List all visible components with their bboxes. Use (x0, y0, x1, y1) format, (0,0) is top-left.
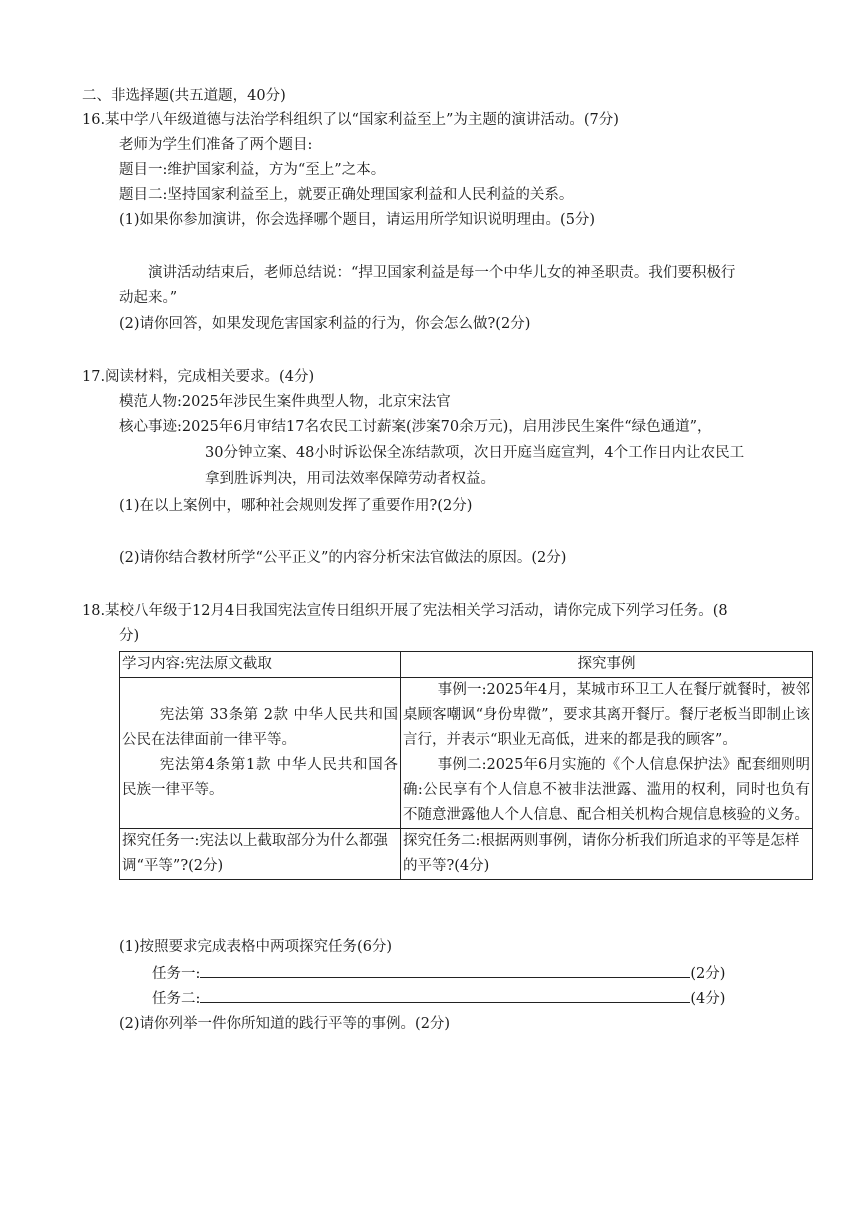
inquiry-table (119, 651, 813, 880)
q17-core-line-1: 核心事迹:2025年6月审结17名农民工讨薪案(涉案70余万元)，启用涉民生案件“绿色通道”， (119, 419, 712, 435)
q17-core-line-2: 30分钟立案、48小时诉讼保全冻结款项，次日开庭当庭宣判，4个工作日内让农民工 (205, 445, 745, 461)
q18-title-line-1: 18.某校八年级于12月4日我国宪法宣传日组织开展了宪法相关学习活动，请你完成下列学习任务。(8 (82, 603, 728, 619)
q17-sub-question-2: (2)请你结合教材所学“公平正义”的内容分析宋法官做法的原因。(2分) (119, 550, 567, 566)
table-row (120, 829, 813, 880)
q16-topic-1: 题目一:维护国家利益，方为“至上”之本。 (119, 162, 386, 178)
table-row (120, 678, 813, 829)
q16-title: 16.某中学八年级道德与法治学科组织了以“国家利益至上”为主题的演讲活动。(7分) (82, 112, 619, 128)
constitution-article-33: 宪法第 33条第 2款 中华人民共和国公民在法律面前一律平等。 (122, 707, 398, 748)
table-header-left: 学习内容:宪法原文截取 (120, 652, 401, 678)
q17-title: 17.阅读材料，完成相关要求。(4分) (82, 369, 315, 385)
case-two: 事例二:2025年6月实施的《个人信息保护法》配套细则明确:公民享有个人信息不被非法泄露、滥用的权利，同时也负有不随意泄露他人个人信息、配合相关机构合规信息核验的义务。 (403, 757, 810, 823)
q16-topic-2: 题目二:坚持国家利益至上，就要正确处理国家利益和人民利益的关系。 (119, 187, 574, 203)
q18-sub-question-2: (2)请你列举一件你所知道的践行平等的事例。(2分) (119, 1016, 451, 1032)
table-header-right: 探究事例 (401, 652, 813, 678)
constitution-article-4: 宪法第4条第1款 中华人民共和国各民族一律平等。 (122, 757, 398, 798)
task2-score: (4分) (690, 991, 726, 1007)
q16-summary-line-2: 动起来。” (119, 290, 178, 306)
q17-core-line-3: 拿到胜诉判决，用司法效率保障劳动者权益。 (205, 471, 495, 487)
q18-sub-question-1: (1)按照要求完成表格中两项探究任务(6分) (119, 939, 393, 955)
q17-model-person: 模范人物:2025年涉民生案件典型人物，北京宋法官 (119, 394, 451, 410)
constitution-excerpt-cell (120, 678, 401, 829)
cases-cell (401, 678, 813, 829)
q18-title-line-2: 分) (119, 628, 140, 644)
task1-answer-blank[interactable] (200, 963, 690, 978)
task1-score: (2分) (690, 966, 726, 982)
q16-intro: 老师为学生们准备了两个题目: (119, 137, 313, 153)
section-header: 二、非选择题(共五道题，40分) (82, 88, 286, 104)
q16-sub-question-1: (1)如果你参加演讲，你会选择哪个题目，请运用所学知识说明理由。(5分) (119, 212, 596, 228)
task1-label: 任务一: (152, 966, 201, 982)
inquiry-task-2: 探究任务二:根据两则事例，请你分析我们所追求的平等是怎样的平等?(4分) (401, 829, 813, 880)
q16-summary-line-1: 演讲活动结束后，老师总结说：“捍卫国家利益是每一个中华儿女的神圣职责。我们要积极行 (148, 265, 736, 281)
table-row (120, 652, 813, 678)
task2-answer-row (152, 988, 725, 1009)
q16-sub-question-2: (2)请你回答，如果发现危害国家利益的行为，你会怎么做?(2分) (119, 316, 531, 332)
q17-sub-question-1: (1)在以上案例中，哪种社会规则发挥了重要作用?(2分) (119, 498, 473, 514)
task2-label: 任务二: (152, 991, 201, 1007)
case-one: 事例一:2025年4月，某城市环卫工人在餐厅就餐时，被邻桌顾客嘲讽“身份卑微”，要求其离开餐厅。餐厅老板当即制止该言行，并表示“职业无高低，进来的都是我的顾客”。 (403, 682, 810, 748)
task2-answer-blank[interactable] (200, 988, 690, 1003)
inquiry-task-1: 探究任务一:宪法以上截取部分为什么都强调“平等”?(2分) (120, 829, 401, 880)
task1-answer-row (152, 963, 725, 984)
